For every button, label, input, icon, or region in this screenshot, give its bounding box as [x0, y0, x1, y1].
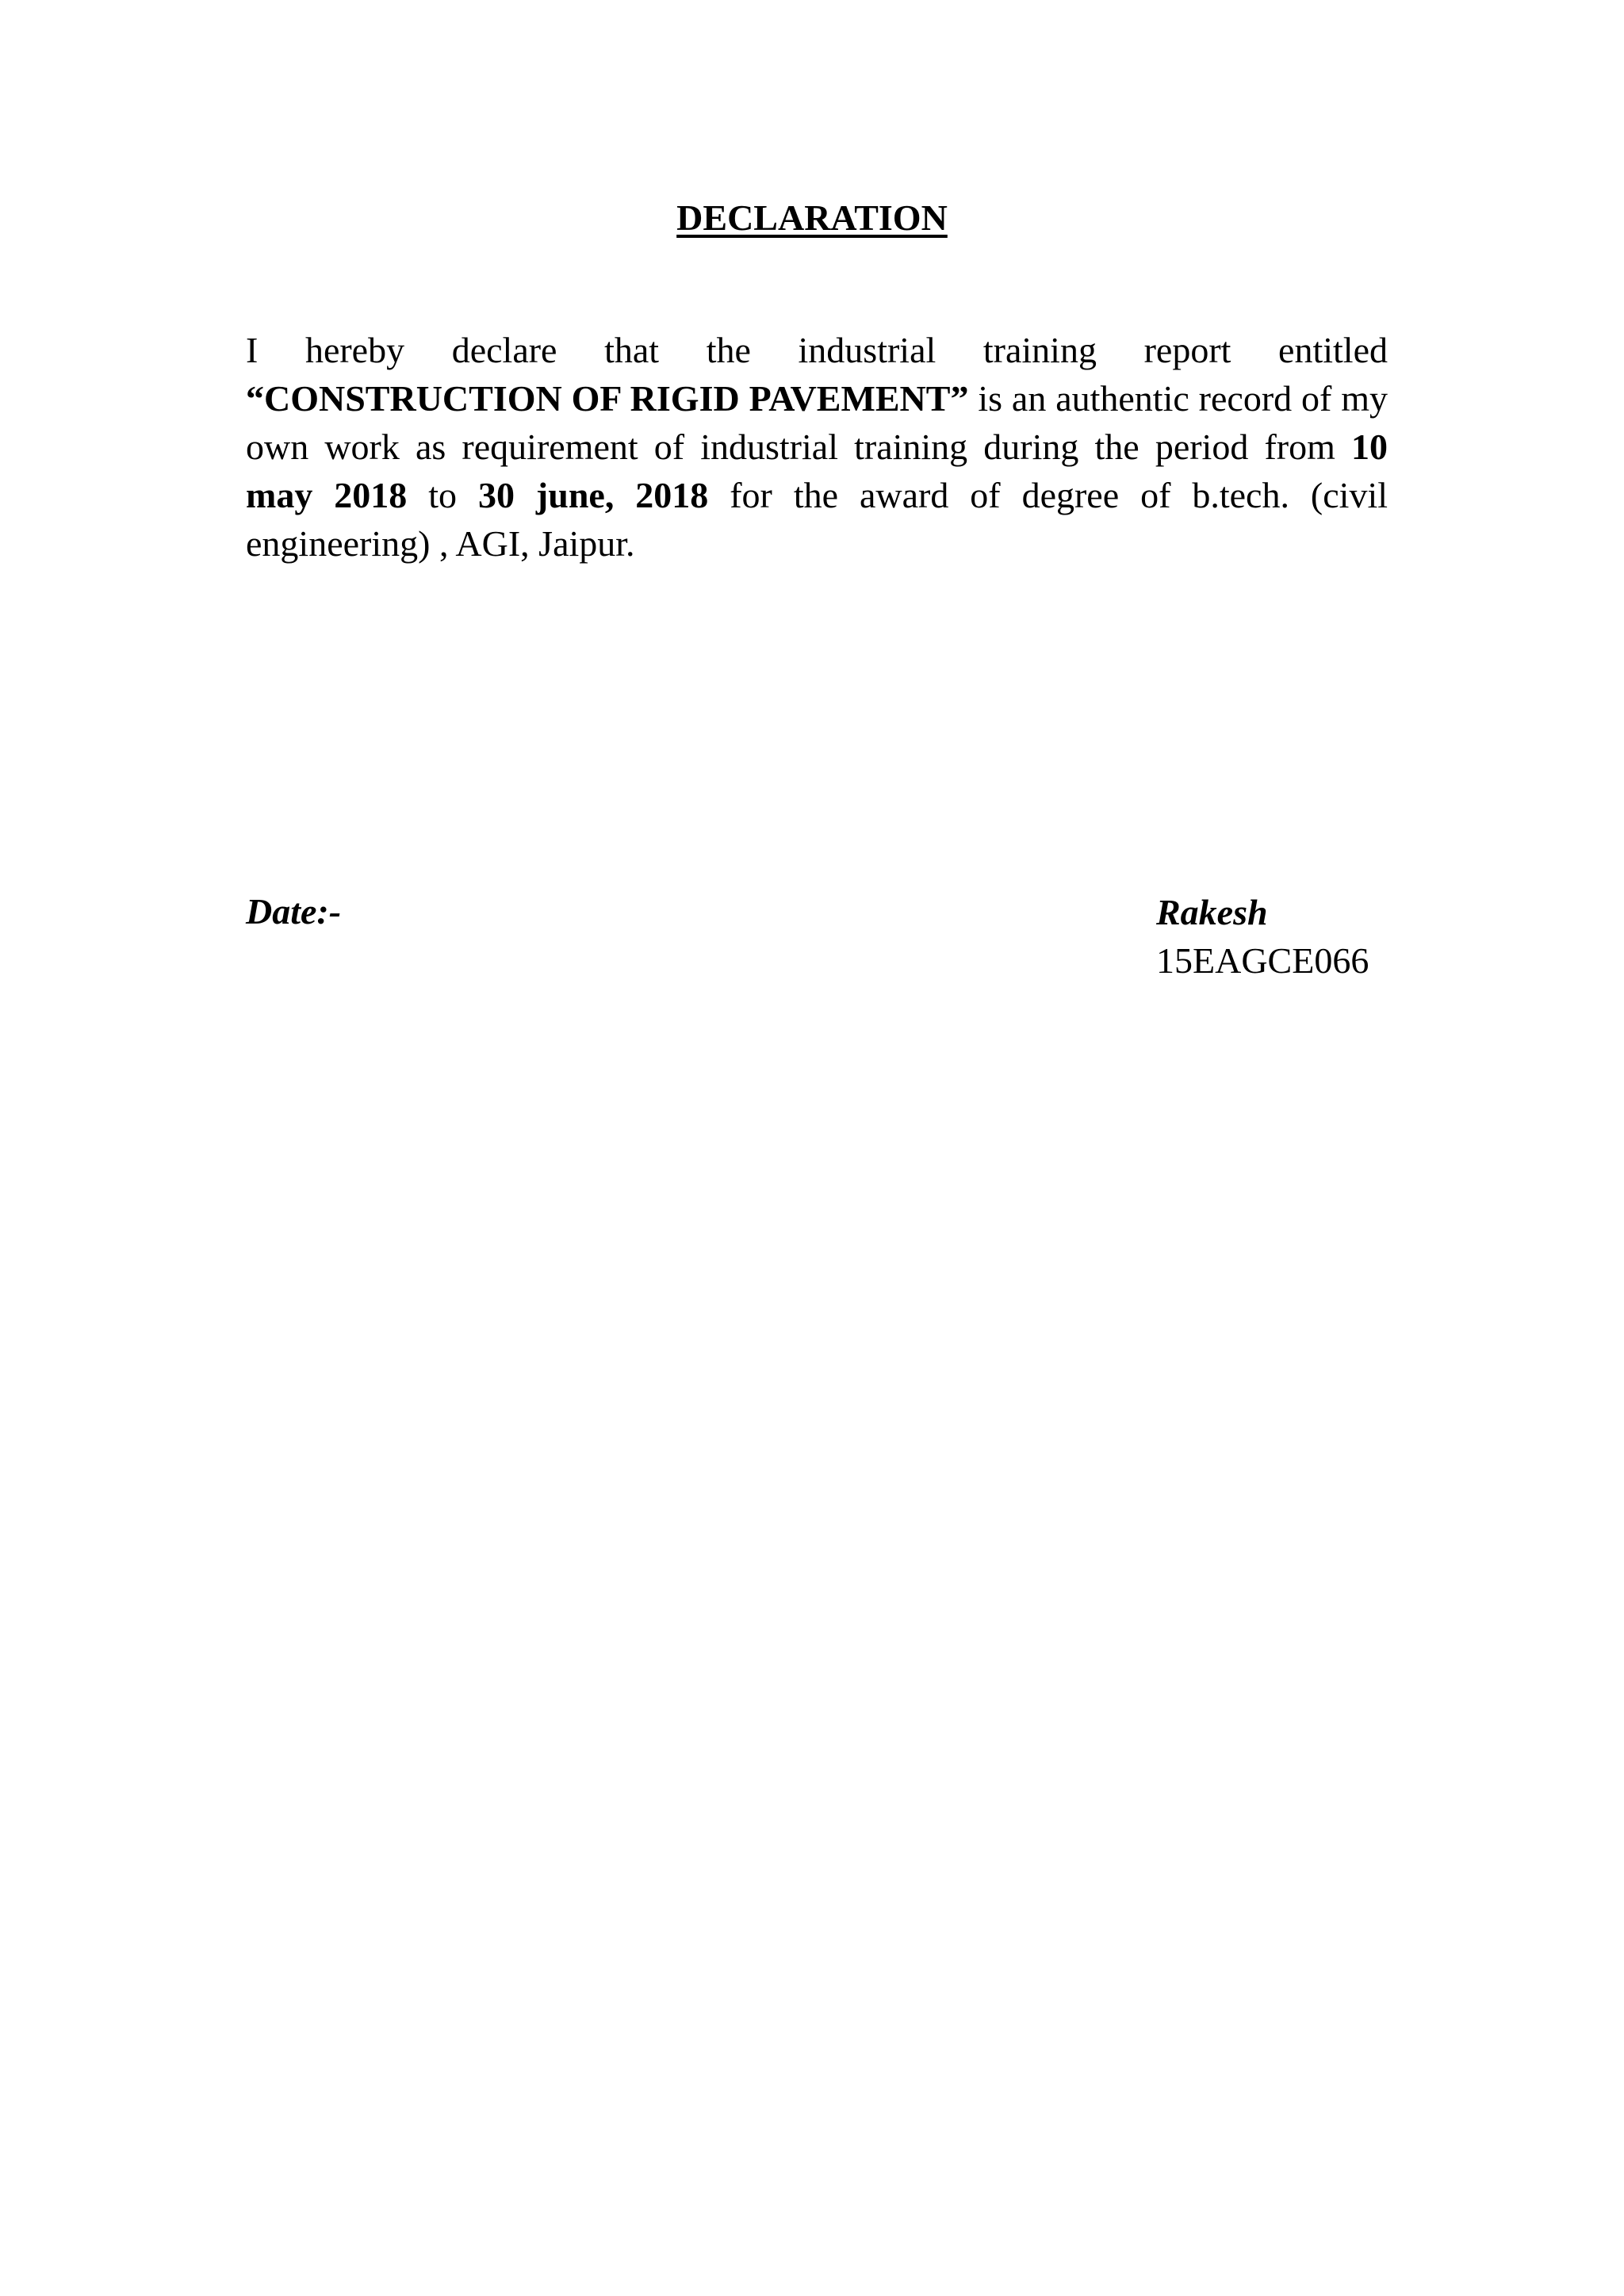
- signature-block: [1156, 888, 1369, 985]
- page-title: DECLARATION: [676, 197, 948, 238]
- paragraph-text-1: I hereby declare that the industrial training report entitled: [246, 330, 1388, 370]
- end-date: 30 june, 2018: [477, 475, 709, 515]
- declaration-paragraph: [246, 326, 1388, 568]
- report-title: “CONSTRUCTION OF RIGID PAVEMENT”: [246, 378, 969, 419]
- signatory-name: Rakesh: [1156, 892, 1268, 932]
- date-label: Date:-: [246, 891, 342, 932]
- paragraph-text-3: to: [407, 475, 478, 515]
- start-date: 10 may 2018: [246, 427, 1388, 515]
- signatory-id: 15EAGCE066: [1156, 940, 1369, 981]
- paragraph-text-2: is an authentic record of my own work as requirement of industrial training during the period from: [246, 378, 1388, 467]
- paragraph-text-4: for the award of degree of b.tech. (civil engineering) , AGI, Jaipur.: [246, 475, 1388, 564]
